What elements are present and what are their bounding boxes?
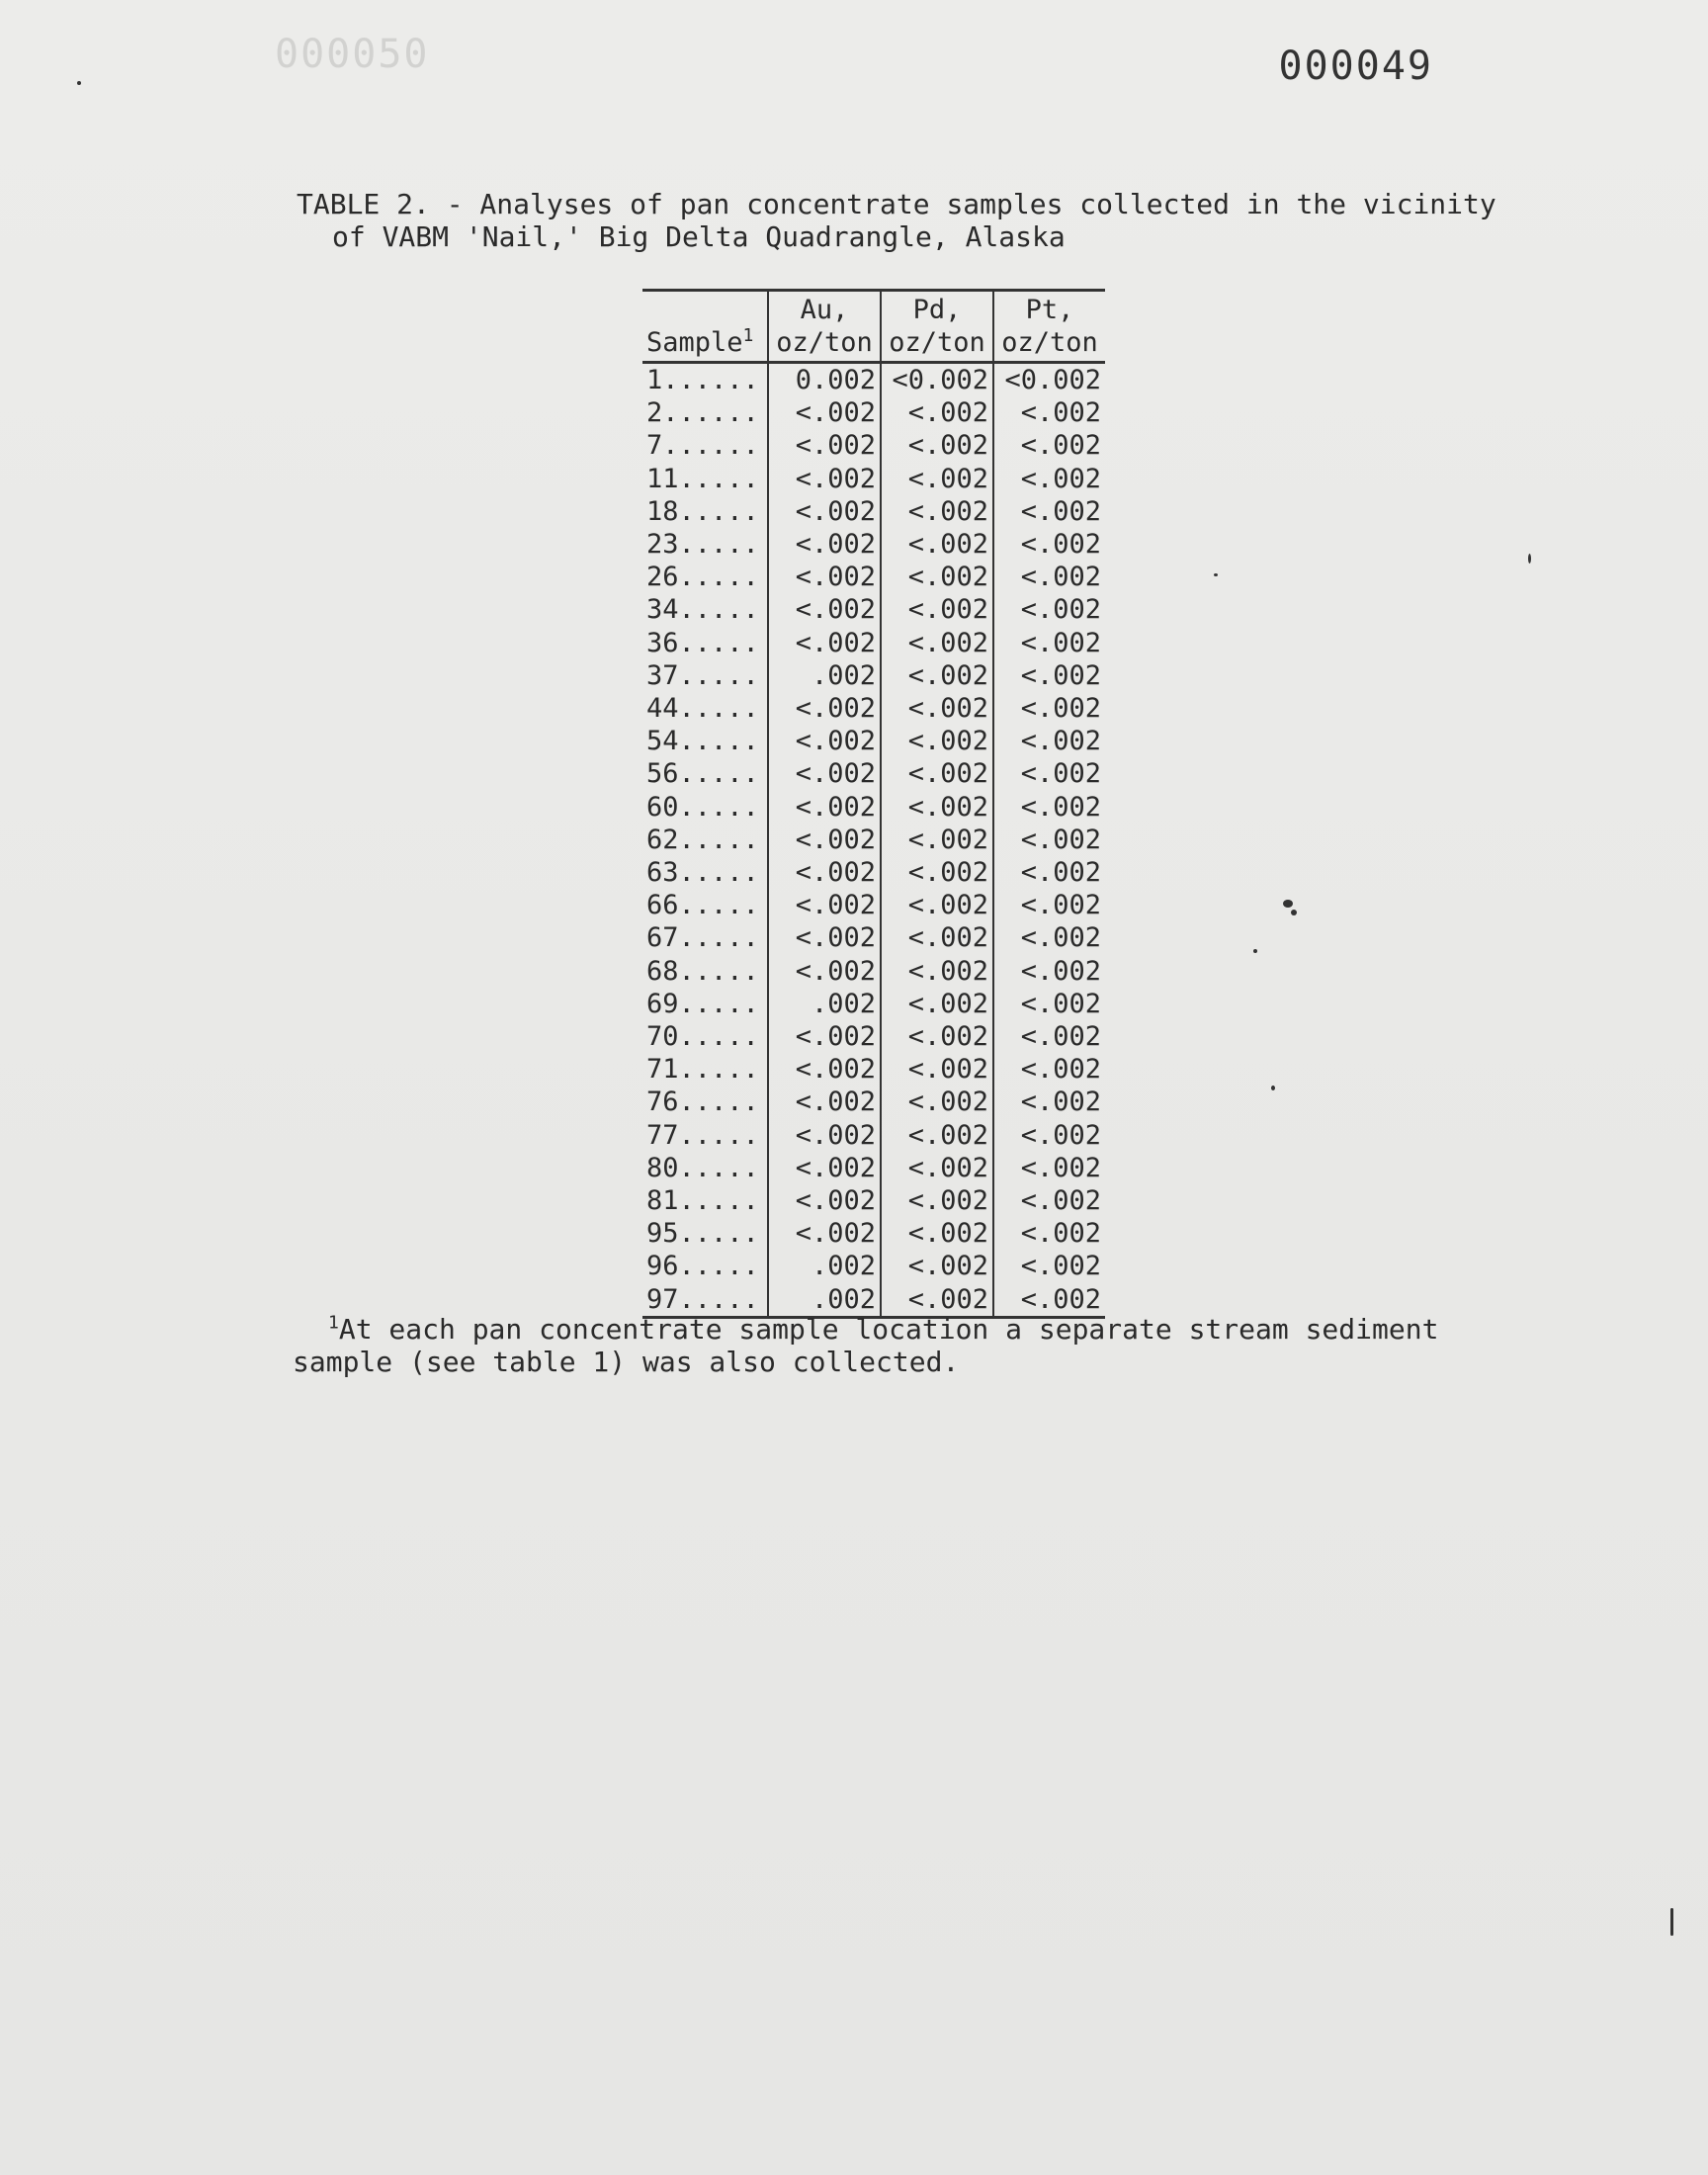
cell-sample: 54.....	[646, 726, 759, 757]
cell-sample: 95.....	[646, 1218, 759, 1250]
scan-speck	[1214, 573, 1218, 576]
cell-sample: 62.....	[646, 824, 759, 855]
table-row	[642, 561, 1105, 593]
cell-sample: 18.....	[646, 495, 759, 527]
cell-sample: 96.....	[646, 1251, 759, 1282]
cell-pt: <.002	[993, 463, 1105, 495]
cell-pd: <.002	[881, 495, 993, 528]
table-row	[642, 1020, 1105, 1053]
cell-sample: 76.....	[646, 1087, 759, 1118]
footnote-line-2: sample (see table 1) was also collected.	[293, 1346, 960, 1379]
cell-pt: <.002	[993, 1020, 1105, 1053]
cell-au: <.002	[768, 1086, 881, 1118]
cell-pd: <.002	[881, 1250, 993, 1282]
cell-au: 0.002	[768, 363, 881, 397]
header-pd	[881, 291, 993, 363]
cell-au: <.002	[768, 396, 881, 429]
cell-sample: 68.....	[646, 955, 759, 987]
cell-pd: <0.002	[881, 363, 993, 397]
cell-pd: <.002	[881, 528, 993, 561]
cell-pt: <.002	[993, 791, 1105, 824]
cell-sample: 11.....	[646, 463, 759, 494]
cell-pt: <.002	[993, 528, 1105, 561]
cell-au: <.002	[768, 955, 881, 988]
cell-sample: 37.....	[646, 659, 759, 691]
cell-sample: 7......	[646, 430, 759, 462]
cell-pt: <.002	[993, 659, 1105, 692]
cell-pd: <.002	[881, 725, 993, 757]
cell-au: .002	[768, 1250, 881, 1282]
table-row	[642, 1184, 1105, 1217]
cell-pd: <.002	[881, 856, 993, 889]
cell-pt: <.002	[993, 495, 1105, 528]
table-row	[642, 921, 1105, 954]
header-pd-unit: oz/ton	[889, 327, 985, 358]
cell-sample: 97.....	[642, 1283, 768, 1318]
header-pt-element: Pt,	[1025, 295, 1074, 325]
cell-pd: <.002	[881, 1119, 993, 1152]
cell-pd: <.002	[881, 396, 993, 429]
cell-pd: <.002	[881, 955, 993, 988]
cell-au: <.002	[768, 495, 881, 528]
caption-line-1: TABLE 2. - Analyses of pan concentrate samples collected in the vicinity	[297, 188, 1496, 220]
table-row	[642, 528, 1105, 561]
table-row	[642, 791, 1105, 824]
table-row	[642, 495, 1105, 528]
header-pd-element: Pd,	[912, 295, 962, 325]
page-number: 000049	[1278, 44, 1433, 89]
cell-sample: 56.....	[646, 758, 759, 790]
cell-sample: 71.....	[646, 1054, 759, 1086]
cell-pt: <.002	[993, 1283, 1105, 1318]
cell-au: <.002	[768, 1184, 881, 1217]
header-sample-footnote-mark: 1	[742, 325, 754, 346]
table-row	[642, 429, 1105, 462]
table-row	[642, 757, 1105, 790]
cell-pt: <0.002	[993, 363, 1105, 397]
scan-speck	[1253, 949, 1257, 953]
cell-au: <.002	[768, 1152, 881, 1184]
table-row	[642, 396, 1105, 429]
table-row	[642, 593, 1105, 626]
cell-sample: 34.....	[646, 594, 759, 626]
table-row	[642, 988, 1105, 1020]
cell-sample: 2......	[646, 397, 759, 429]
header-pt-unit: oz/ton	[1001, 327, 1098, 358]
table-row	[642, 1217, 1105, 1250]
cell-pt: <.002	[993, 593, 1105, 626]
table-row	[642, 627, 1105, 659]
cell-au: <.002	[768, 627, 881, 659]
scan-speck	[1528, 554, 1531, 564]
ghost-page-number: 000050	[275, 32, 430, 77]
cell-pd: <.002	[881, 1217, 993, 1250]
scan-speck	[1283, 900, 1293, 908]
table-row	[642, 955, 1105, 988]
cell-au: .002	[768, 659, 881, 692]
cell-pd: <.002	[881, 659, 993, 692]
table-row	[642, 692, 1105, 725]
cell-sample: 1......	[646, 365, 759, 395]
cell-pt: <.002	[993, 1053, 1105, 1086]
cell-pd: <.002	[881, 1020, 993, 1053]
cell-pt: <.002	[993, 429, 1105, 462]
header-sample	[642, 291, 768, 363]
table-row	[642, 659, 1105, 692]
cell-au: <.002	[768, 593, 881, 626]
header-au	[768, 291, 881, 363]
cell-au: <.002	[768, 561, 881, 593]
cell-au: <.002	[768, 757, 881, 790]
cell-pt: <.002	[993, 1119, 1105, 1152]
cell-pd: <.002	[881, 1053, 993, 1086]
cell-pd: <.002	[881, 1152, 993, 1184]
cell-sample: 77.....	[646, 1119, 759, 1151]
table-row	[642, 824, 1105, 856]
cell-pd: <.002	[881, 692, 993, 725]
table-row	[642, 1152, 1105, 1184]
table-row	[642, 463, 1105, 495]
cell-pt: <.002	[993, 757, 1105, 790]
cell-sample: 26.....	[646, 562, 759, 593]
cell-sample: 67.....	[646, 922, 759, 954]
cell-sample: 66.....	[646, 890, 759, 921]
table-body	[642, 363, 1105, 1318]
cell-pt: <.002	[993, 824, 1105, 856]
scan-speck	[1670, 1908, 1673, 1936]
table-caption	[297, 188, 1496, 253]
cell-pt: <.002	[993, 396, 1105, 429]
cell-pd: <.002	[881, 429, 993, 462]
cell-pt: <.002	[993, 856, 1105, 889]
cell-pd: <.002	[881, 988, 993, 1020]
cell-pd: <.002	[881, 1184, 993, 1217]
cell-au: <.002	[768, 921, 881, 954]
cell-pt: <.002	[993, 1217, 1105, 1250]
cell-au: .002	[768, 988, 881, 1020]
cell-au: <.002	[768, 824, 881, 856]
header-au-unit: oz/ton	[776, 327, 873, 358]
table-row	[642, 725, 1105, 757]
cell-au: <.002	[768, 528, 881, 561]
cell-sample: 81.....	[646, 1185, 759, 1217]
table-row	[642, 363, 1105, 397]
cell-pt: <.002	[993, 955, 1105, 988]
table-row	[642, 889, 1105, 921]
cell-pt: <.002	[993, 1184, 1105, 1217]
cell-pt: <.002	[993, 921, 1105, 954]
cell-sample: 70.....	[646, 1021, 759, 1053]
cell-sample: 23.....	[646, 529, 759, 561]
cell-au: .002	[768, 1283, 881, 1318]
cell-pd: <.002	[881, 561, 993, 593]
cell-pd: <.002	[881, 463, 993, 495]
cell-au: <.002	[768, 429, 881, 462]
table-row	[642, 1086, 1105, 1118]
cell-au: <.002	[768, 725, 881, 757]
scan-speck	[1291, 910, 1297, 915]
cell-pt: <.002	[993, 988, 1105, 1020]
table-row	[642, 1119, 1105, 1152]
header-sample-label: Sample	[646, 327, 743, 358]
cell-pd: <.002	[881, 1086, 993, 1118]
cell-au: <.002	[768, 1020, 881, 1053]
cell-au: <.002	[768, 692, 881, 725]
cell-pd: <.002	[881, 889, 993, 921]
cell-pt: <.002	[993, 1086, 1105, 1118]
cell-sample: 63.....	[646, 857, 759, 889]
cell-au: <.002	[768, 1053, 881, 1086]
table-header-row	[642, 291, 1105, 363]
cell-sample: 36.....	[646, 627, 759, 658]
cell-pt: <.002	[993, 561, 1105, 593]
cell-pd: <.002	[881, 757, 993, 790]
cell-pt: <.002	[993, 692, 1105, 725]
cell-sample: 44.....	[646, 693, 759, 725]
cell-pd: <.002	[881, 593, 993, 626]
cell-au: <.002	[768, 1119, 881, 1152]
cell-au: <.002	[768, 889, 881, 921]
cell-au: <.002	[768, 1217, 881, 1250]
cell-sample: 80.....	[646, 1152, 759, 1183]
cell-pt: <.002	[993, 725, 1105, 757]
cell-pd: <.002	[881, 791, 993, 824]
cell-pt: <.002	[993, 1152, 1105, 1184]
cell-pt: <.002	[993, 627, 1105, 659]
header-pt	[993, 291, 1105, 363]
cell-pt: <.002	[993, 1250, 1105, 1282]
cell-sample: 60.....	[646, 791, 759, 823]
footnote	[293, 1307, 1438, 1378]
scan-speck	[1271, 1086, 1275, 1090]
scan-speck	[77, 81, 81, 85]
cell-pt: <.002	[993, 889, 1105, 921]
footnote-line-1: At each pan concentrate sample location a separate stream sediment	[338, 1313, 1439, 1347]
table-row	[642, 1053, 1105, 1086]
analysis-table	[642, 289, 1105, 1319]
caption-line-2: of VABM 'Nail,' Big Delta Quadrangle, Alaska	[332, 220, 1066, 253]
table-row	[642, 856, 1105, 889]
cell-pd: <.002	[881, 921, 993, 954]
cell-au: <.002	[768, 463, 881, 495]
cell-au: <.002	[768, 856, 881, 889]
footnote-mark: 1	[328, 1313, 339, 1334]
cell-pd: <.002	[881, 627, 993, 659]
cell-pd: <.002	[881, 824, 993, 856]
cell-au: <.002	[768, 791, 881, 824]
cell-sample: 69.....	[646, 988, 759, 1019]
header-au-element: Au,	[800, 295, 849, 325]
cell-pd: <.002	[881, 1283, 993, 1318]
table-row	[642, 1250, 1105, 1282]
